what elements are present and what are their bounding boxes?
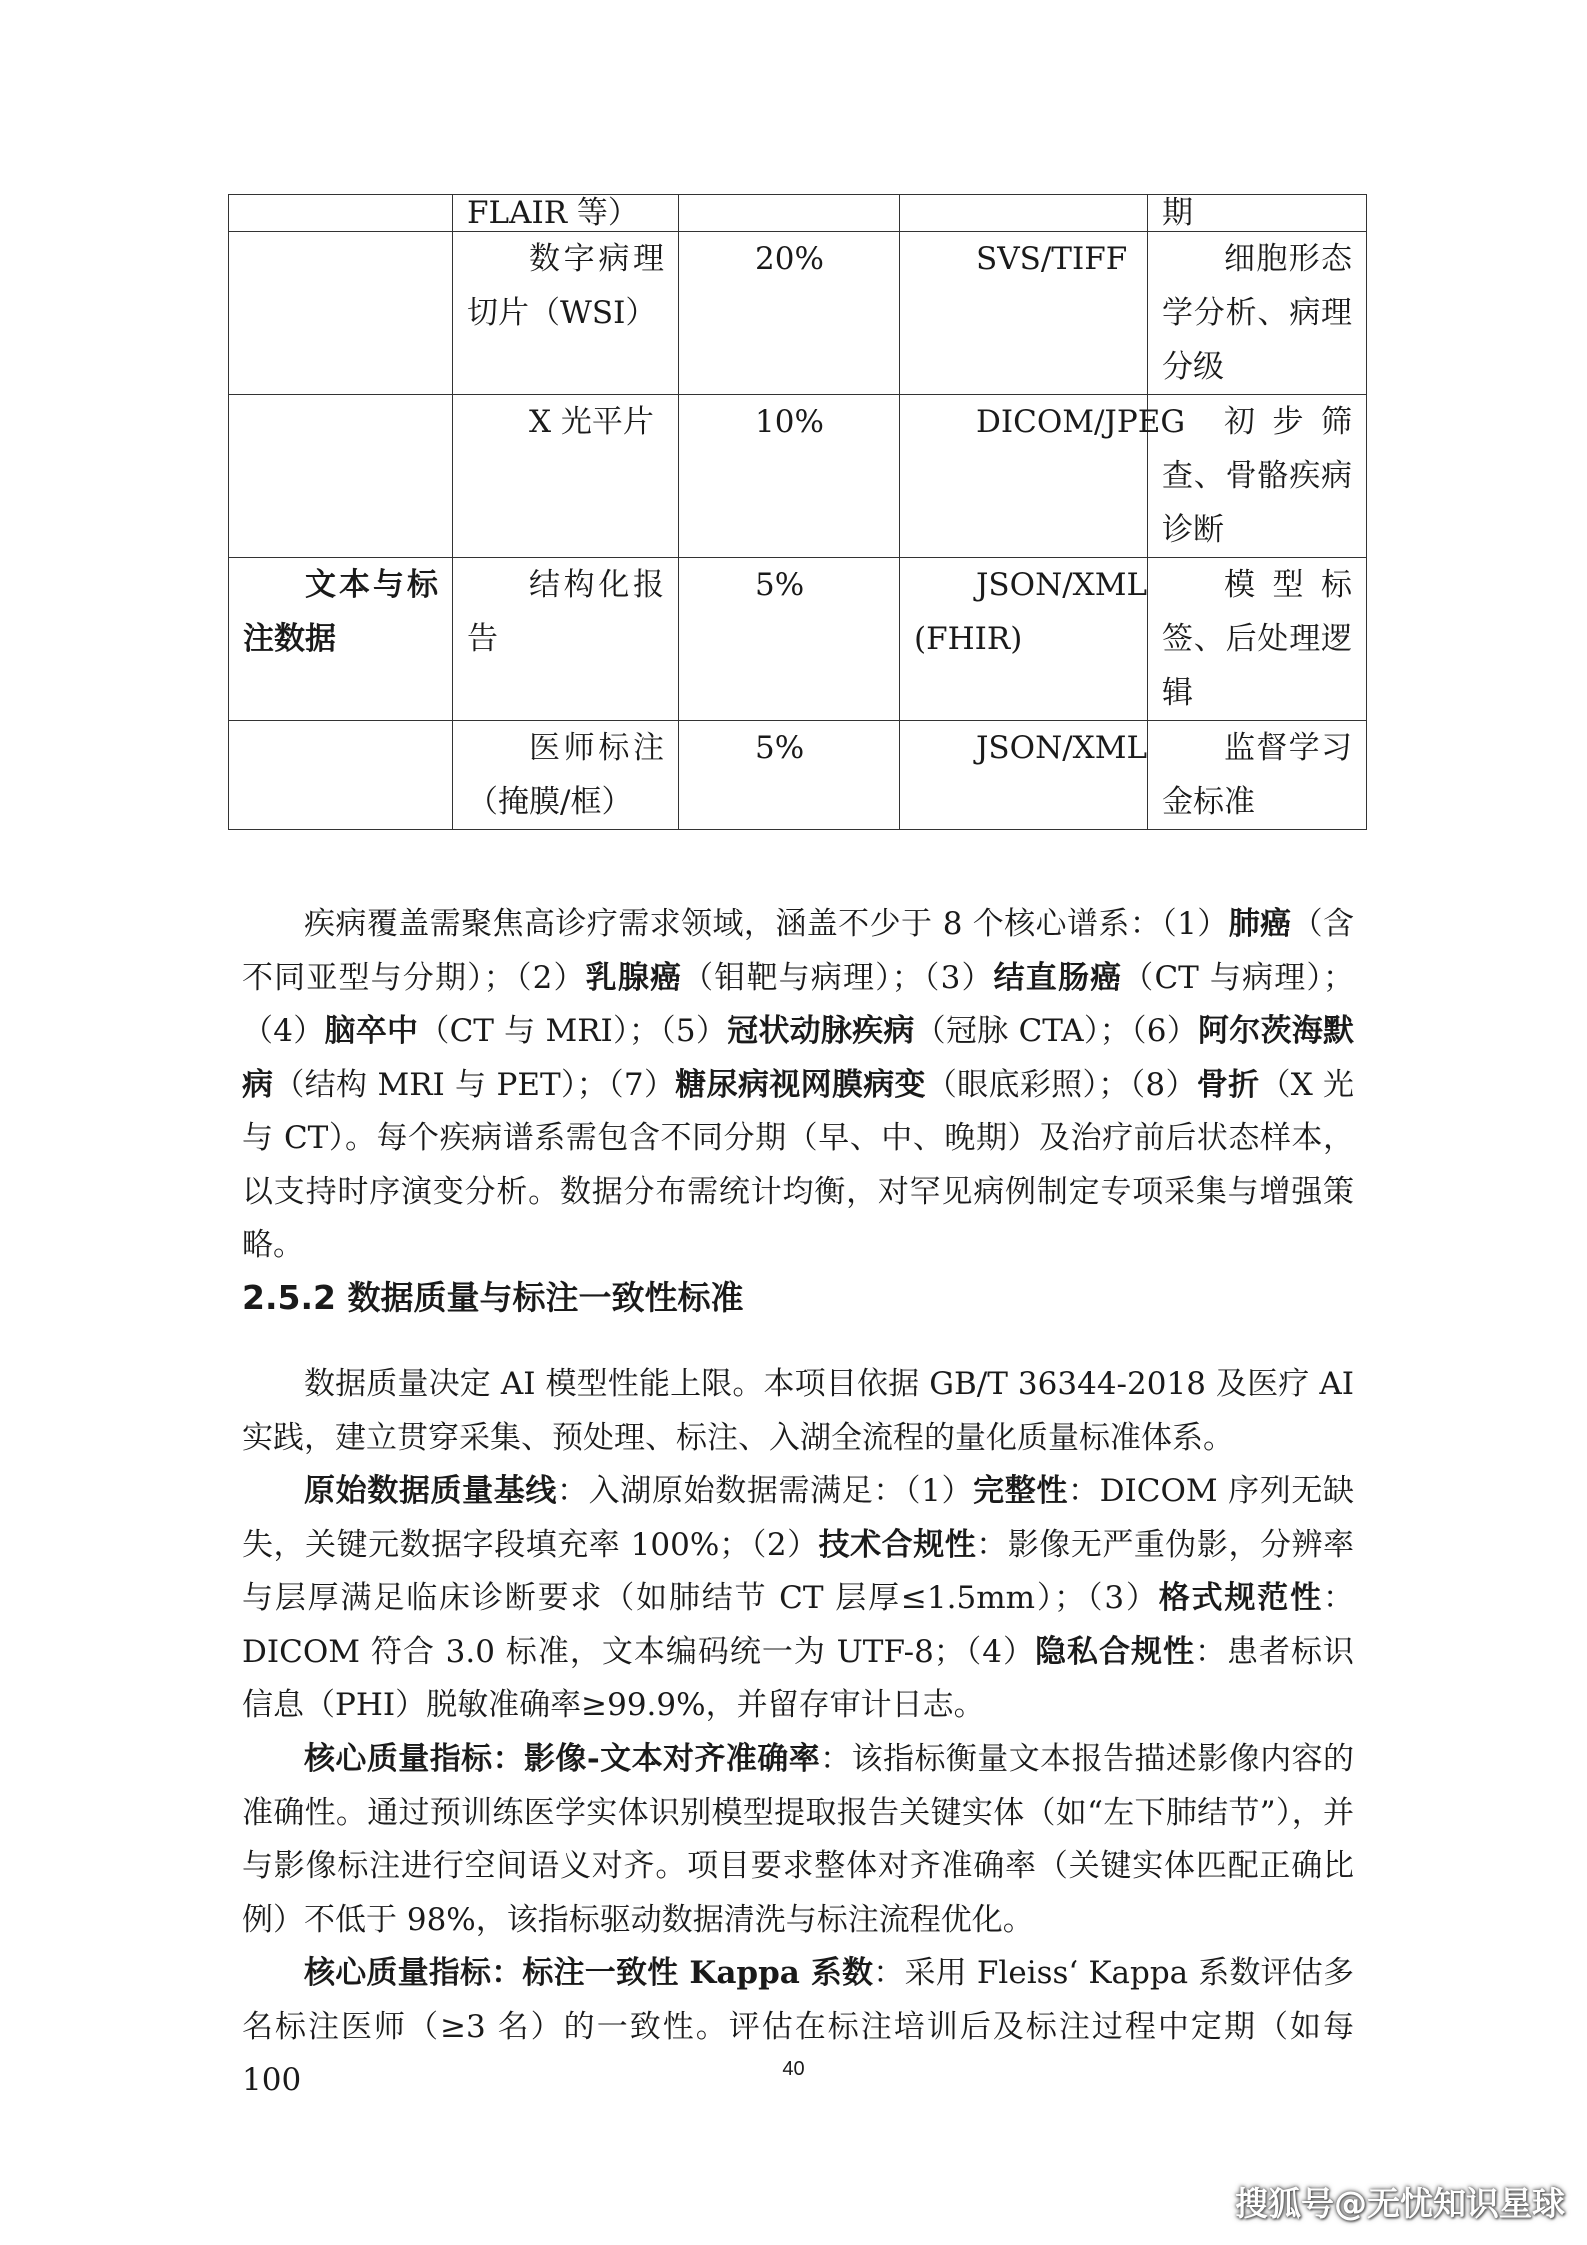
text-span: （含不同亚型与分期）；（2） <box>242 906 1354 996</box>
bold-term: 肺癌 <box>1228 906 1292 942</box>
bold-term: 结直肠癌 <box>993 959 1123 996</box>
bold-term: 格式规范性 <box>1158 1580 1323 1616</box>
kappa-paragraph <box>242 1947 1354 2108</box>
page-number: 40 <box>782 2058 805 2080</box>
text-span: ：入湖原始数据需满足：（1） <box>557 1473 974 1509</box>
text-span: ：DICOM 符合 3.0 标准，文本编码统一为 UTF-8；（4） <box>242 1580 1354 1670</box>
table-cell-format: JSON/XML <box>900 721 1148 830</box>
bold-term: 原始数据质量基线 <box>304 1473 558 1509</box>
table-row <box>229 195 1367 232</box>
text-span: 疾病覆盖需聚焦高诊疗需求领域，涵盖不少于 8 个核心谱系：（1） <box>304 906 1229 942</box>
table-cell-type: 结构化报告 <box>453 558 679 721</box>
table-cell-ratio <box>679 195 900 232</box>
bold-term: 乳腺癌 <box>585 959 683 996</box>
table-cell-format: SVS/TIFF <box>900 232 1148 395</box>
alignment-accuracy-paragraph <box>242 1733 1354 1947</box>
bold-term: 脑卒中 <box>324 1013 419 1049</box>
table-row <box>229 232 1367 395</box>
table-cell-format: JSON/XML (FHIR) <box>900 558 1148 721</box>
table-row <box>229 558 1367 721</box>
watermark: 搜狐号@无忧知识星球 <box>1235 2184 1565 2223</box>
table-cell-use: 模型标签、后处理逻辑 <box>1148 558 1367 721</box>
table-cell-ratio: 20% <box>679 232 900 395</box>
table-row <box>229 395 1367 558</box>
table-cell-type: 数字病理切片（WSI） <box>453 232 679 395</box>
table-cell-use: 期 <box>1148 195 1367 232</box>
section-heading: 2.5.2 数据质量与标注一致性标准 <box>242 1278 744 1317</box>
text-span: ：影像无严重伪影，分辨率与层厚满足临床诊断要求（如肺结节 CT 层厚≤1.5mm）；（3） <box>242 1526 1355 1616</box>
quality-intro-paragraph: 数据质量决定 AI 模型性能上限。本项目依据 GB/T 36344-2018 及医疗 AI 实践，建立贯穿采集、预处理、标注、入湖全流程的量化质量标准体系。 <box>242 1366 1354 1456</box>
bold-term: 骨折 <box>1196 1066 1260 1103</box>
table-cell-ratio: 5% <box>679 558 900 721</box>
table-cell-type: 医师标注（掩膜/框） <box>453 721 679 830</box>
bold-term: 冠状动脉疾病 <box>727 1013 915 1049</box>
text-span: （结构 MRI 与 PET）；（7） <box>273 1066 676 1103</box>
bold-term: 阿尔茨海默病 <box>242 1013 1355 1103</box>
text-span: ：该指标衡量文本报告描述影像内容的准确性。通过预训练医学实体识别模型提取报告关键实体（如“左下肺结节”），并与影像标注进行空间语义对齐。项目要求整体对齐准确率（关键实体匹配正确比例）不低于 98%，该指标驱动数据清洗与标注流程优化。 <box>242 1741 1355 1938</box>
text-span: ：采用 Fleiss‘ Kappa 系数评估多名标注医师（≥3 名）的一致性。评估在标注培训后及标注过程中定期（如每 100 <box>242 1955 1354 2098</box>
bold-term: 完整性 <box>973 1473 1069 1509</box>
table-row <box>229 721 1367 830</box>
table-cell-category <box>229 395 453 558</box>
table-cell-type: FLAIR 等） <box>453 195 679 232</box>
table-cell-use: 监督学习金标准 <box>1148 721 1367 830</box>
table-cell-category <box>229 195 453 232</box>
table-cell-category <box>229 232 453 395</box>
text-span: （钼靶与病理）；（3） <box>682 959 994 996</box>
table-cell-ratio: 10% <box>679 395 900 558</box>
text-span: （眼底彩照）；（8） <box>925 1066 1197 1103</box>
text-span: ：患者标识信息（PHI）脱敏准确率≥99.9%，并留存审计日志。 <box>242 1633 1355 1723</box>
text-span: （CT 与病理）；（4） <box>242 959 1355 1049</box>
table-cell-category: 文本与标注数据 <box>229 558 453 721</box>
raw-data-baseline-paragraph <box>242 1465 1354 1733</box>
text-span: ：DICOM 序列无缺失，关键元数据字段填充率 100%；（2） <box>242 1473 1354 1563</box>
bold-term: 糖尿病视网膜病变 <box>675 1066 926 1103</box>
text-span: （CT 与 MRI）；（5） <box>418 1013 728 1049</box>
table-cell-category <box>229 721 453 830</box>
table-cell-type: X 光平片 <box>453 395 679 558</box>
bold-term: 隐私合规性 <box>1035 1633 1196 1670</box>
data-type-table <box>228 194 1367 830</box>
bold-term: 技术合规性 <box>818 1526 977 1563</box>
table-cell-format: DICOM/JPEG <box>900 395 1148 558</box>
text-span: （冠脉 CTA）；（6） <box>914 1013 1198 1049</box>
table-cell-format <box>900 195 1148 232</box>
text-span: （X 光与 CT）。每个疾病谱系需包含不同分期（早、中、晚期）及治疗前后状态样本，以支持时序演变分析。数据分布需统计均衡，对罕见病例制定专项采集与增强策略。 <box>242 1066 1355 1263</box>
table-cell-use: 初步筛查、骨骼疾病诊断 <box>1148 395 1367 558</box>
table-cell-ratio: 5% <box>679 721 900 830</box>
bold-term: 核心质量指标：标注一致性 Kappa 系数 <box>304 1955 874 1991</box>
bold-term: 核心质量指标：影像-文本对齐准确率 <box>304 1741 821 1777</box>
disease-coverage-paragraph <box>242 898 1354 1273</box>
table-cell-use: 细胞形态学分析、病理分级 <box>1148 232 1367 395</box>
